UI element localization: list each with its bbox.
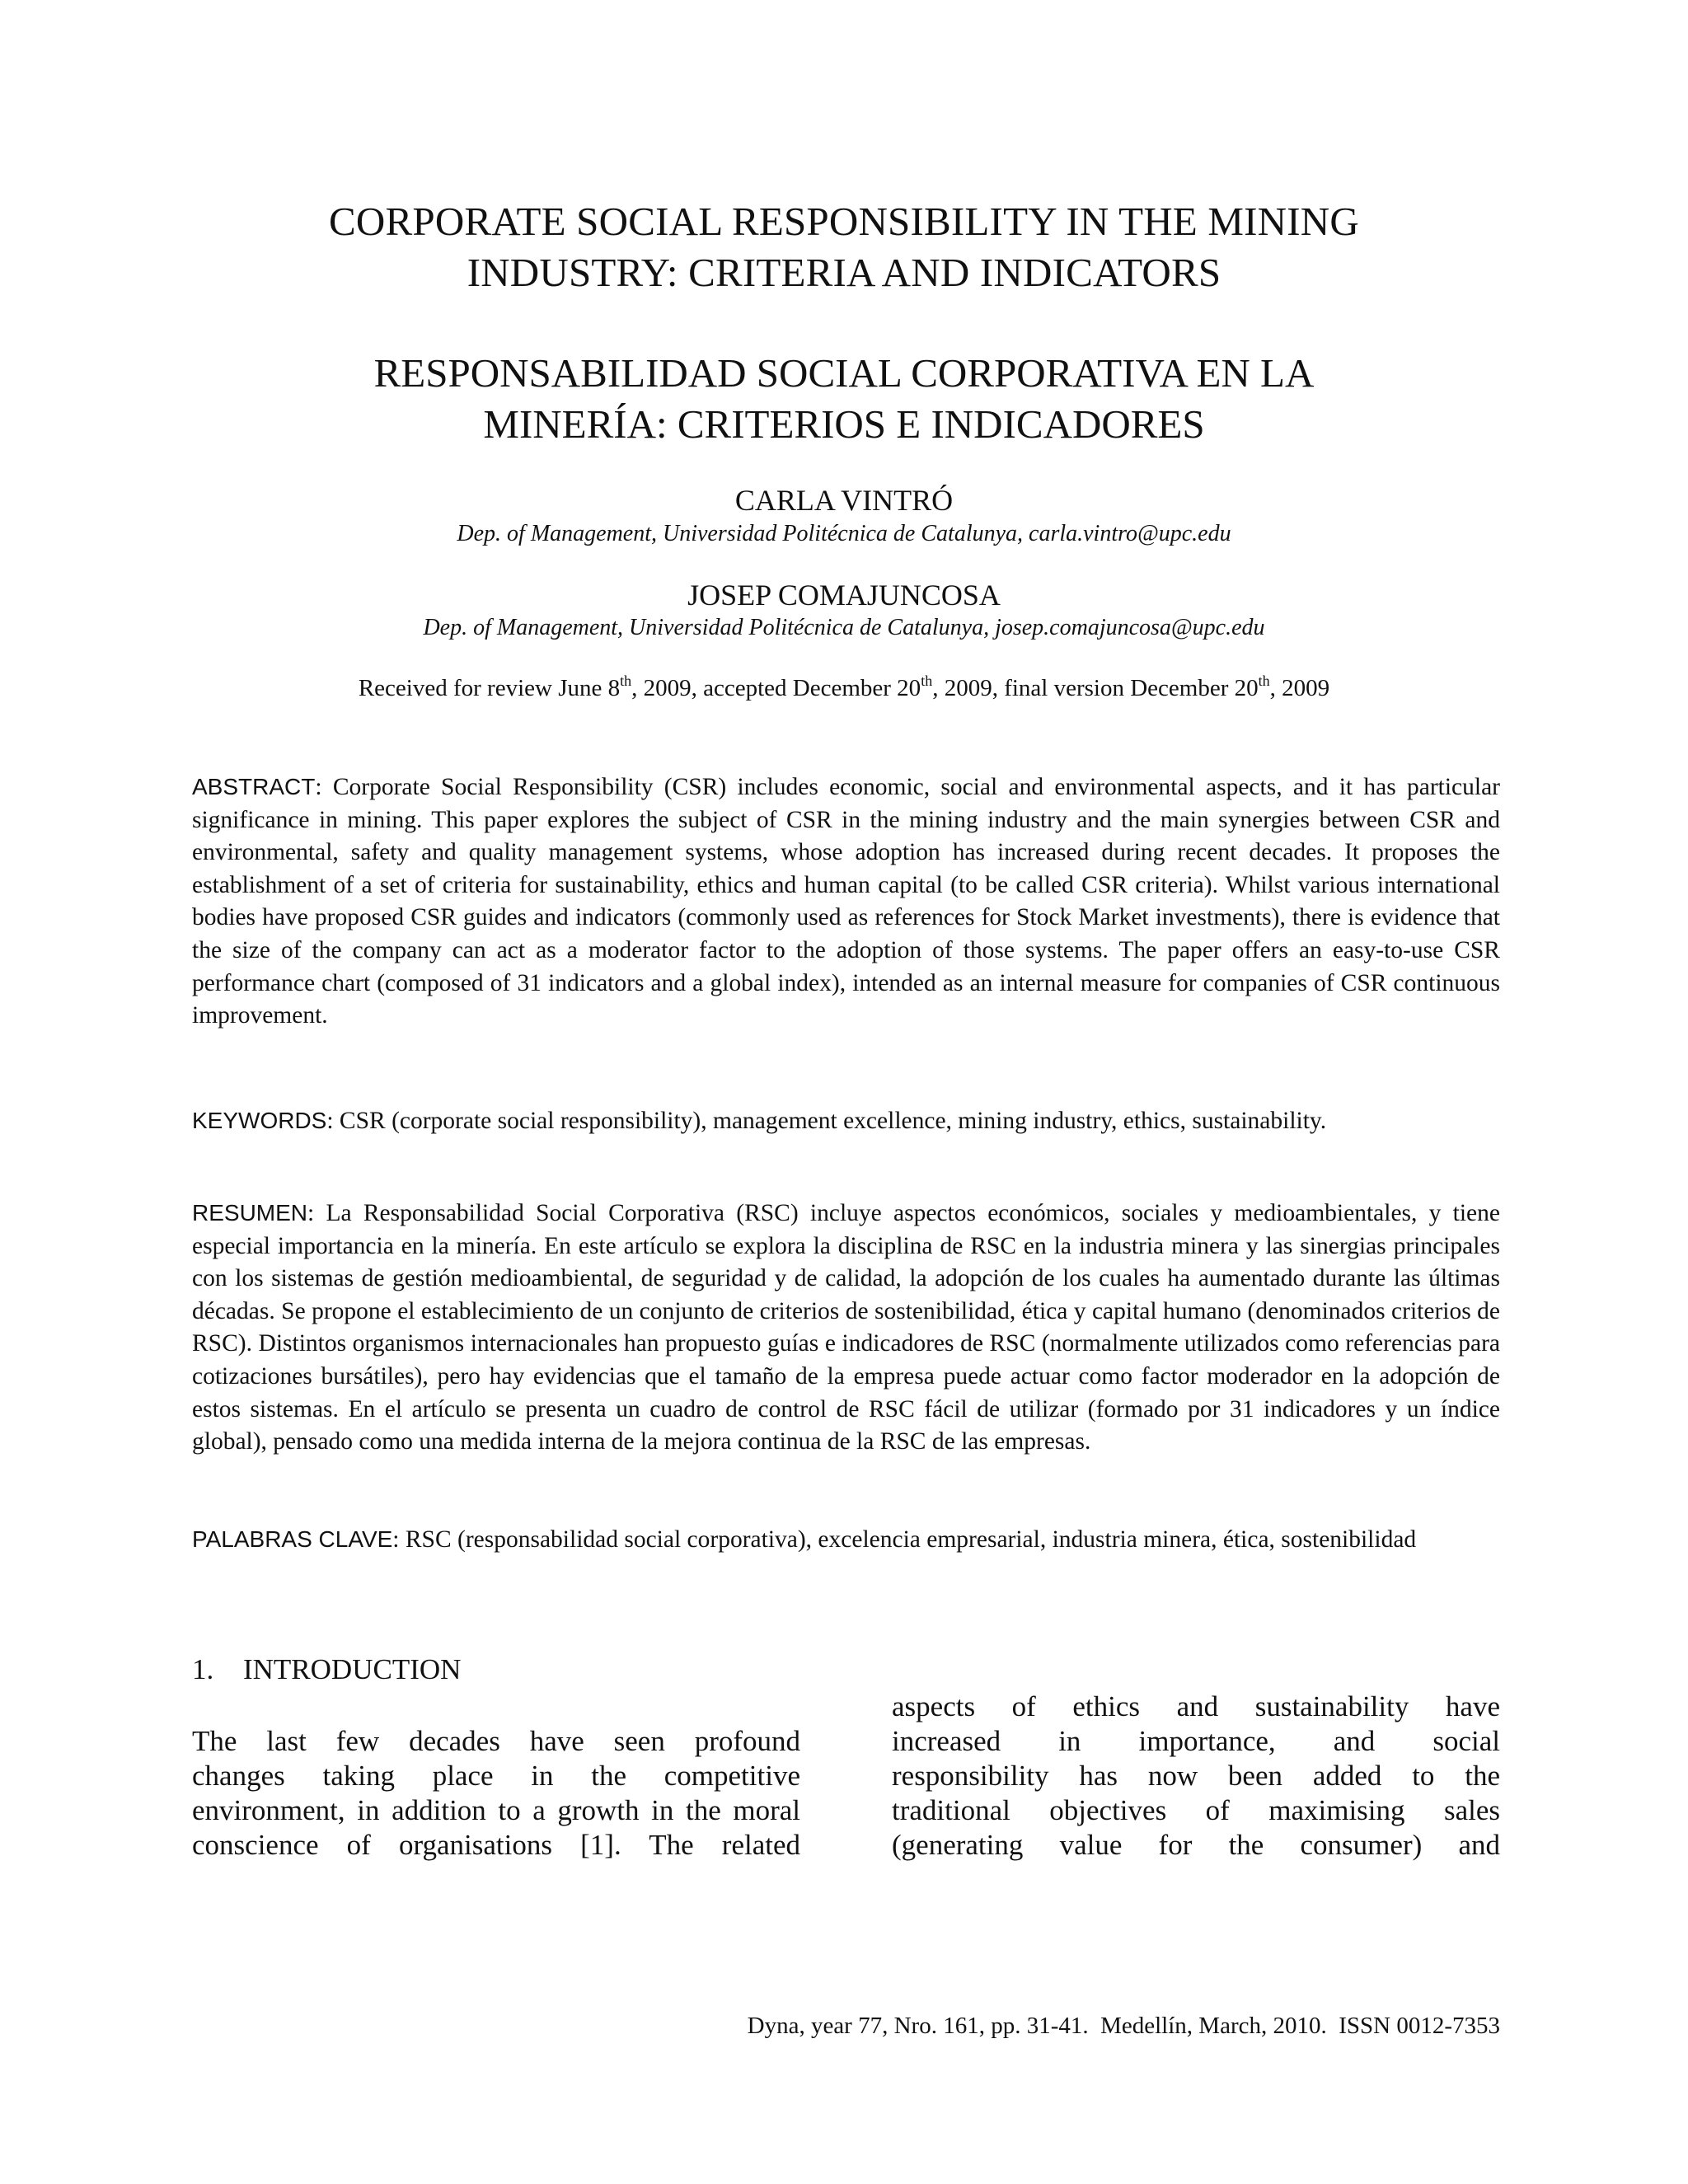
resumen-text: : La Responsabilidad Social Corporativa (RSC) incluye aspectos económicos, sociales y medioambientales, y tiene especial importancia en la minería. En este artículo se explora la disciplina de RSC en la industria minera y las sinergias principales con los sistemas de gestión medioambiental, de seguridad y de calidad, la adopción de los cuales ha aumentado durante las últimas décadas. Se propone el establecimiento de un conjunto de criterios de sostenibilidad, ética y capital humano (denominados criterios de RSC). Distintos organismos internacionales han propuesto guías e indicadores de RSC (normalmente utilizados como referencias para cotizaciones bursátiles), pero hay evidencias que el tamaño de la empresa puede actuar como factor moderador en la adopción de estos sistemas. En el artículo se presenta un cuadro de control de RSC fácil de utilizar (formado por 31 indicadores y un índice global), pensado como una medida interna de la mejora continua de la RSC de las empresas. xyxy=(192,1200,1500,1455)
abstract-label: ABSTRACT xyxy=(192,774,316,799)
received-text-2: , 2009, accepted December 20 xyxy=(631,675,921,701)
received-text-4: , 2009 xyxy=(1269,675,1330,701)
intro-column-right xyxy=(892,1690,1500,1863)
received-dates xyxy=(165,672,1523,705)
section-heading-introduction xyxy=(192,1652,461,1688)
title-spanish-line2: MINERÍA: CRITERIOS E INDICADORES xyxy=(483,401,1205,447)
abstract-text: : Corporate Social Responsibility (CSR) includes economic, social and environmental aspects, and it has particular significance in mining. This paper explores the subject of CSR in the mining industry and the main synergies between CSR and environmental, safety and quality management systems, whose adoption has increased during recent decades. It proposes the establishment of a set of criteria for sustainability, ethics and human capital (to be called CSR criteria). Whilst various international bodies have proposed CSR guides and indicators (commonly used as references for Stock Market investments), there is evidence that the size of the company can act as a moderator factor to the adoption of those systems. The paper offers an easy-to-use CSR performance chart (composed of 31 indicators and a global index), intended as an internal measure for companies of CSR continuous improvement. xyxy=(192,774,1500,1029)
abstract xyxy=(192,771,1500,1033)
received-text-3: , 2009, final version December 20 xyxy=(932,675,1259,701)
intro-left-line: environment, in addition to a growth in the moral xyxy=(192,1794,800,1826)
author-name-1: CARLA VINTRÓ xyxy=(734,484,954,517)
intro-left-line: The last few decades have seen profound xyxy=(192,1725,800,1757)
journal-footer: Dyna, year 77, Nro. 161, pp. 31-41. Medellín, March, 2010. ISSN 0012-7353 xyxy=(747,2013,1500,2039)
intro-left-line: conscience of organisations [1]. The related xyxy=(192,1829,800,1861)
received-sup-2: th xyxy=(921,673,933,689)
palabras-clave xyxy=(192,1523,1500,1557)
intro-right-line: (generating value for the consumer) and xyxy=(892,1829,1500,1861)
intro-right-line: increased in importance, and social xyxy=(892,1725,1500,1757)
palabras-text: : RSC (responsabilidad social corporativa), excelencia empresarial, industria minera, ética, sostenibilidad xyxy=(392,1526,1417,1553)
received-sup-3: th xyxy=(1258,673,1270,689)
author-affiliation-2: Dep. of Management, Universidad Politécnica de Catalunya, josep.comajuncosa@upc.edu xyxy=(423,615,1265,640)
title-spanish-line1: RESPONSABILIDAD SOCIAL CORPORATIVA EN LA xyxy=(373,350,1315,396)
palabras-label: PALABRAS CLAVE xyxy=(192,1526,393,1552)
intro-right-line: traditional objectives of maximising sales xyxy=(892,1794,1500,1826)
title-english xyxy=(165,196,1523,298)
keywords-label: KEYWORDS xyxy=(192,1108,327,1133)
intro-right-line: responsibility has now been added to the xyxy=(892,1760,1500,1792)
title-spanish xyxy=(165,348,1523,450)
section-number: 1. xyxy=(192,1653,214,1685)
author-name-2: JOSEP COMAJUNCOSA xyxy=(687,579,1001,612)
keywords-text: : CSR (corporate social responsibility), management excellence, mining industry, ethics, sustainability. xyxy=(326,1108,1327,1134)
section-title: INTRODUCTION xyxy=(243,1653,462,1685)
keywords xyxy=(192,1104,1500,1138)
title-english-line2: INDUSTRY: CRITERIA AND INDICATORS xyxy=(467,250,1221,295)
title-english-line1: CORPORATE SOCIAL RESPONSIBILITY IN THE MINING xyxy=(329,199,1359,244)
intro-left-line: changes taking place in the competitive xyxy=(192,1760,800,1792)
intro-column-left xyxy=(192,1724,800,1863)
resumen xyxy=(192,1197,1500,1459)
author-affiliation-1: Dep. of Management, Universidad Politécnica de Catalunya, carla.vintro@upc.edu xyxy=(457,521,1231,546)
resumen-label: RESUMEN xyxy=(192,1200,308,1226)
received-sup-1: th xyxy=(620,673,632,689)
intro-right-line: aspects of ethics and sustainability have xyxy=(892,1690,1500,1722)
received-text-1: Received for review June 8 xyxy=(358,675,621,701)
